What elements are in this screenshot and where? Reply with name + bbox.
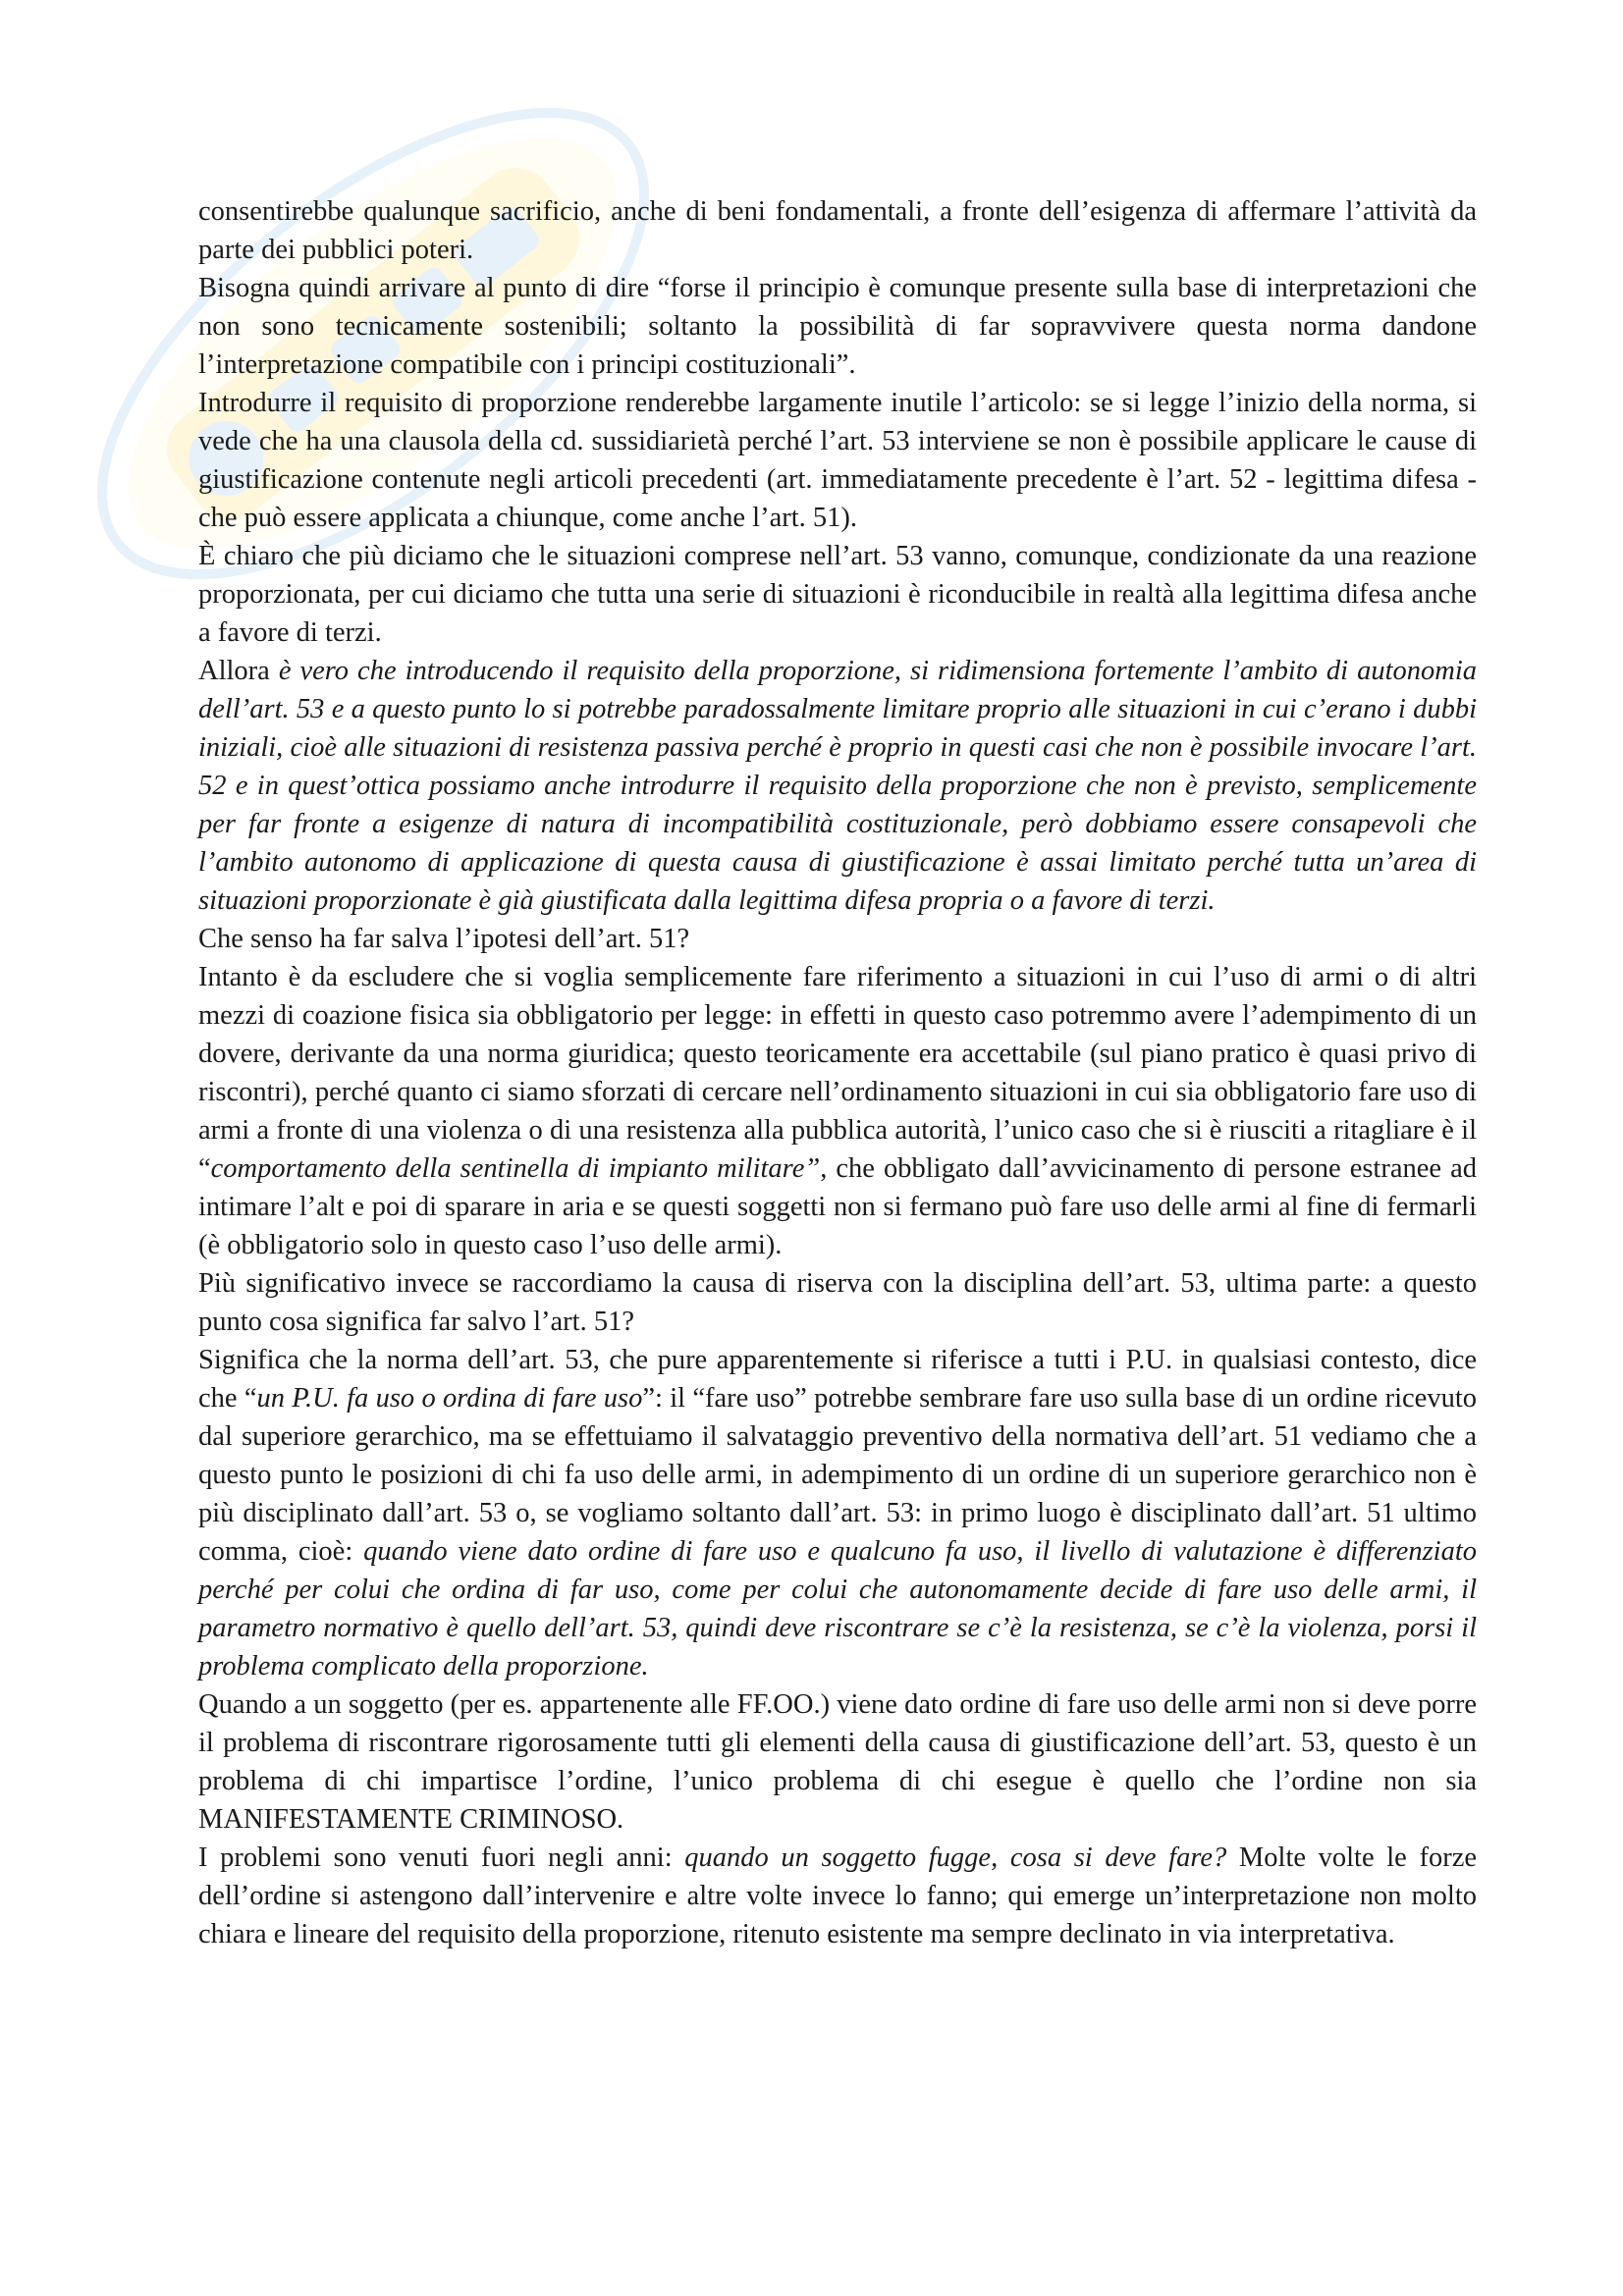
document-body <box>198 192 1477 1953</box>
text-run: consentirebbe qualunque sacrificio, anche di beni fondamentali, a fronte dell’esigenza di affermare l’attività da parte dei pubblici poteri. <box>198 196 1477 265</box>
text-run: Intanto è da escludere che si voglia semplicemente fare riferimento a situazioni in cui l’uso di armi o di altri mezzi di coazione fisica sia obbligatorio per legge: in effetti in questo caso potremmo avere l’adempimento di un dovere, derivante da una norma giuridica; questo teoricamente era accettabile (sul piano pratico è quasi privo di riscontri), perché quanto ci siamo sforzati di cercare nell’ordinamento situazioni in cui sia obbligatorio fare uso di armi a fronte di una violenza o di una resistenza alla pubblica autorità, l’unico caso che si è riusciti a ritagliare è il “ <box>198 962 1477 1184</box>
text-run: Molte volte le forze dell’ordine si astengono dall’intervenire e altre volte invece lo fanno; qui emerge un’interpretazione non molto chiara e lineare del requisito della proporzione, ritenuto esistente ma sempre declinato in via interpretativa. <box>198 1842 1477 1949</box>
text-run: , che obbligato dall’avvicinamento di persone estranee ad intimare l’alt e poi di sparare in aria e se questi soggetti non si fermano può fare uso delle armi al fine di fermarli (è obbligatorio solo in questo caso l’uso delle armi). <box>198 1153 1478 1260</box>
text-run: Che senso ha far salva l’ipotesi dell’art. 51? <box>198 924 690 954</box>
paragraph <box>198 958 1477 1264</box>
paragraph <box>198 1839 1477 1953</box>
text-run: Più significativo invece se raccordiamo la causa di riserva con la disciplina dell’art. 53, ultima parte: a questo punto cosa significa far salvo l’art. 51? <box>198 1268 1477 1337</box>
paragraph <box>198 1685 1477 1839</box>
text-run: ”: il “fare uso” potrebbe sembrare fare uso sulla base di un ordine ricevuto dal superiore gerarchico, ma se effettuiamo il salvataggio preventivo della normativa dell’art. 51 vediamo che a questo punto le posizioni di chi fa uso delle armi, in adempimento di un ordine di un superiore gerarchico non è più disciplinato dall’art. 53 o, se vogliamo soltanto dall’art. 53: in primo luogo è disciplinato dall’art. 51 ultimo comma, cioè: <box>198 1383 1477 1567</box>
paragraph <box>198 920 1477 958</box>
text-run: Bisogna quindi arrivare al punto di dire “forse il principio è comunque presente sulla base di interpretazioni che non sono tecnicamente sostenibili; soltanto la possibilità di far sopravvivere questa norma dandone l’interpretazione compatibile con i principi costituzionali”. <box>198 273 1477 380</box>
paragraph <box>198 192 1477 269</box>
italic-text-run: quando viene dato ordine di fare uso e qualcuno fa uso, il livello di valutazione è differenziato perché per colui che ordina di far uso, come per colui che autonomamente decide di fare uso delle armi, il parametro normativo è quello dell’art. 53, quindi deve riscontrare se c’è la resistenza, se c’è la violenza, porsi il problema complicato della proporzione. <box>198 1536 1477 1682</box>
italic-text-run: un P.U. fa uso o ordina di fare uso <box>256 1383 643 1414</box>
text-run: Introdurre il requisito di proporzione renderebbe largamente inutile l’articolo: se si legge l’inizio della norma, si vede che ha una clausola della cd. sussidiarietà perché l’art. 53 interviene se non è possibile applicare le cause di giustificazione contenute negli articoli precedenti (art. immediatamente precedente è l’art. 52 - legittima difesa - che può essere applicata a chiunque, come anche l’art. 51). <box>198 388 1477 533</box>
paragraph <box>198 1341 1477 1685</box>
paragraph <box>198 652 1477 920</box>
italic-text-run: è vero che introducendo il requisito della proporzione, si ridimensiona fortemente l’ambito di autonomia dell’art. 53 e a questo punto lo si potrebbe paradossalmente limitare proprio alle situazioni in cui c’erano i dubbi iniziali, cioè alle situazioni di resistenza passiva perché è proprio in questi casi che non è possibile invocare l’art. 52 e in quest’ottica possiamo anche introdurre il requisito della proporzione che non è previsto, semplicemente per far fronte a esigenze di natura di incompatibilità costituzionale, però dobbiamo essere consapevoli che l’ambito autonomo di applicazione di questa causa di giustificazione è assai limitato perché tutta un’area di situazioni proporzionate è già giustificata dalla legittima difesa propria o a favore di terzi. <box>198 656 1477 916</box>
paragraph <box>198 384 1477 537</box>
paragraph <box>198 537 1477 652</box>
paragraph <box>198 1264 1477 1341</box>
text-run: Significa che la norma dell’art. 53, che pure apparentemente si riferisce a tutti i P.U. in qualsiasi contesto, dice che “ <box>198 1345 1477 1414</box>
text-run: È chiaro che più diciamo che le situazioni comprese nell’art. 53 vanno, comunque, condizionate da una reazione proporzionata, per cui diciamo che tutta una serie di situazioni è riconducibile in realtà alla legittima difesa anche a favore di terzi. <box>198 541 1477 648</box>
text-run: Allora <box>198 656 279 686</box>
italic-text-run: quando un soggetto fugge, cosa si deve fare? <box>684 1842 1227 1873</box>
text-run: Quando a un soggetto (per es. appartenente alle FF.OO.) viene dato ordine di fare uso delle armi non si deve porre il problema di riscontrare rigorosamente tutti gli elementi della causa di giustificazione dell’art. 53, questo è un problema di chi impartisce l’ordine, l’unico problema di chi esegue è quello che l’ordine non sia MANIFESTAMENTE CRIMINOSO. <box>198 1689 1477 1835</box>
paragraph <box>198 269 1477 384</box>
text-run: I problemi sono venuti fuori negli anni: <box>198 1842 685 1873</box>
italic-text-run: comportamento della sentinella di impianto militare” <box>210 1153 821 1184</box>
